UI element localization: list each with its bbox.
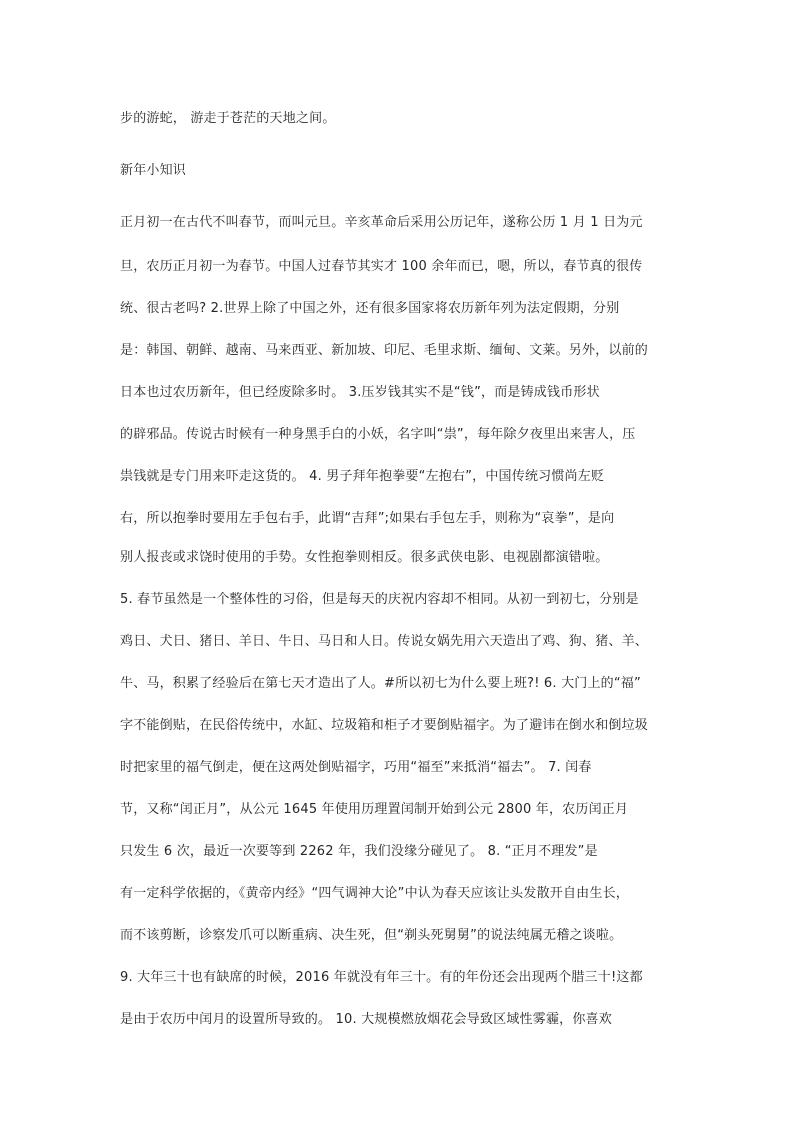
text-line: 是由于农历中闰月的设置所导致的。 10. 大规模燃放烟花会导致区域性雾霾，你喜欢 bbox=[120, 1012, 612, 1027]
text-line: 鸡日、犬日、猪日、羊日、牛日、马日和人日。传说女娲先用六天造出了鸡、狗、猪、羊、 bbox=[120, 634, 649, 649]
text-line: 别人报丧或求饶时使用的手势。女性抱拳则相反。很多武侠电影、电视剧都演错啦。 bbox=[120, 550, 609, 565]
text-line: 时把家里的福气倒走，便在这两处倒贴福字，巧用“福至”来抵消“福去”。 7. 闰春 bbox=[120, 760, 592, 775]
text-line: 的辟邪品。传说古时候有一种身黑手白的小妖，名字叫“祟”，每年除夕夜里出来害人，压 bbox=[120, 427, 636, 442]
text-line: 有一定科学依据的，《黄帝内经》“四气调神大论”中认为春天应该让头发散开自由生长， bbox=[120, 886, 629, 901]
text-line: 日本也过农历新年，但已经废除多时。 3.压岁钱其实不是“钱”，而是铸成钱币形状 bbox=[120, 385, 600, 400]
text-line: 右，所以抱拳时要用左手包右手，此谓“吉拜”;如果右手包左手，则称为“哀拳”，是向 bbox=[120, 511, 615, 526]
text-line: 统、很古老吗? 2.世界上除了中国之外，还有很多国家将农历新年列为法定假期，分别 bbox=[120, 301, 620, 316]
text-line: 祟钱就是专门用来吓走这货的。 4. 男子拜年抱拳要“左抱右”，中国传统习惯尚左贬 bbox=[120, 469, 605, 484]
text-line: 而不该剪断，诊察发爪可以断重病、决生死，但“剃头死舅舅”的说法纯属无稽之谈啦。 bbox=[120, 928, 623, 943]
text-line: 5. 春节虽然是一个整体性的习俗，但是每天的庆祝内容却不相同。从初一到初七，分别是 bbox=[120, 592, 639, 607]
text-line: 牛、马，积累了经验后在第七天才造出了人。#所以初七为什么要上班?! 6. 大门上的“福” bbox=[120, 676, 641, 691]
text-line: 是：韩国、朝鲜、越南、马来西亚、新加坡、印尼、毛里求斯、缅甸、文莱。另外，以前的 bbox=[120, 343, 649, 358]
text-line: 节，又称“闰正月”，从公元 1645 年使用历理置闰制开始到公元 2800 年，农历闰正月 bbox=[120, 802, 629, 817]
text-line: 正月初一在古代不叫春节，而叫元旦。辛亥革命后采用公历记年，遂称公历 1 月 1 日为元 bbox=[120, 215, 643, 230]
text-line: 字不能倒贴，在民俗传统中，水缸、垃圾箱和柜子才要倒贴福字。为了避讳在倒水和倒垃圾 bbox=[120, 718, 649, 733]
text-line: 旦，农历正月初一为春节。中国人过春节其实才 100 余年而已，嗯，所以，春节真的很传 bbox=[120, 259, 643, 274]
text-line: 只发生 6 次，最近一次要等到 2262 年，我们没缘分碰见了。 8. “正月不理发”是 bbox=[120, 844, 598, 859]
text-line: 9. 大年三十也有缺席的时候，2016 年就没有年三十。有的年份还会出现两个腊三十!这都 bbox=[120, 970, 643, 985]
section-title: 新年小知识 bbox=[120, 163, 187, 178]
intro-line: 步的游蛇， 游走于苍茫的天地之间。 bbox=[120, 111, 336, 126]
